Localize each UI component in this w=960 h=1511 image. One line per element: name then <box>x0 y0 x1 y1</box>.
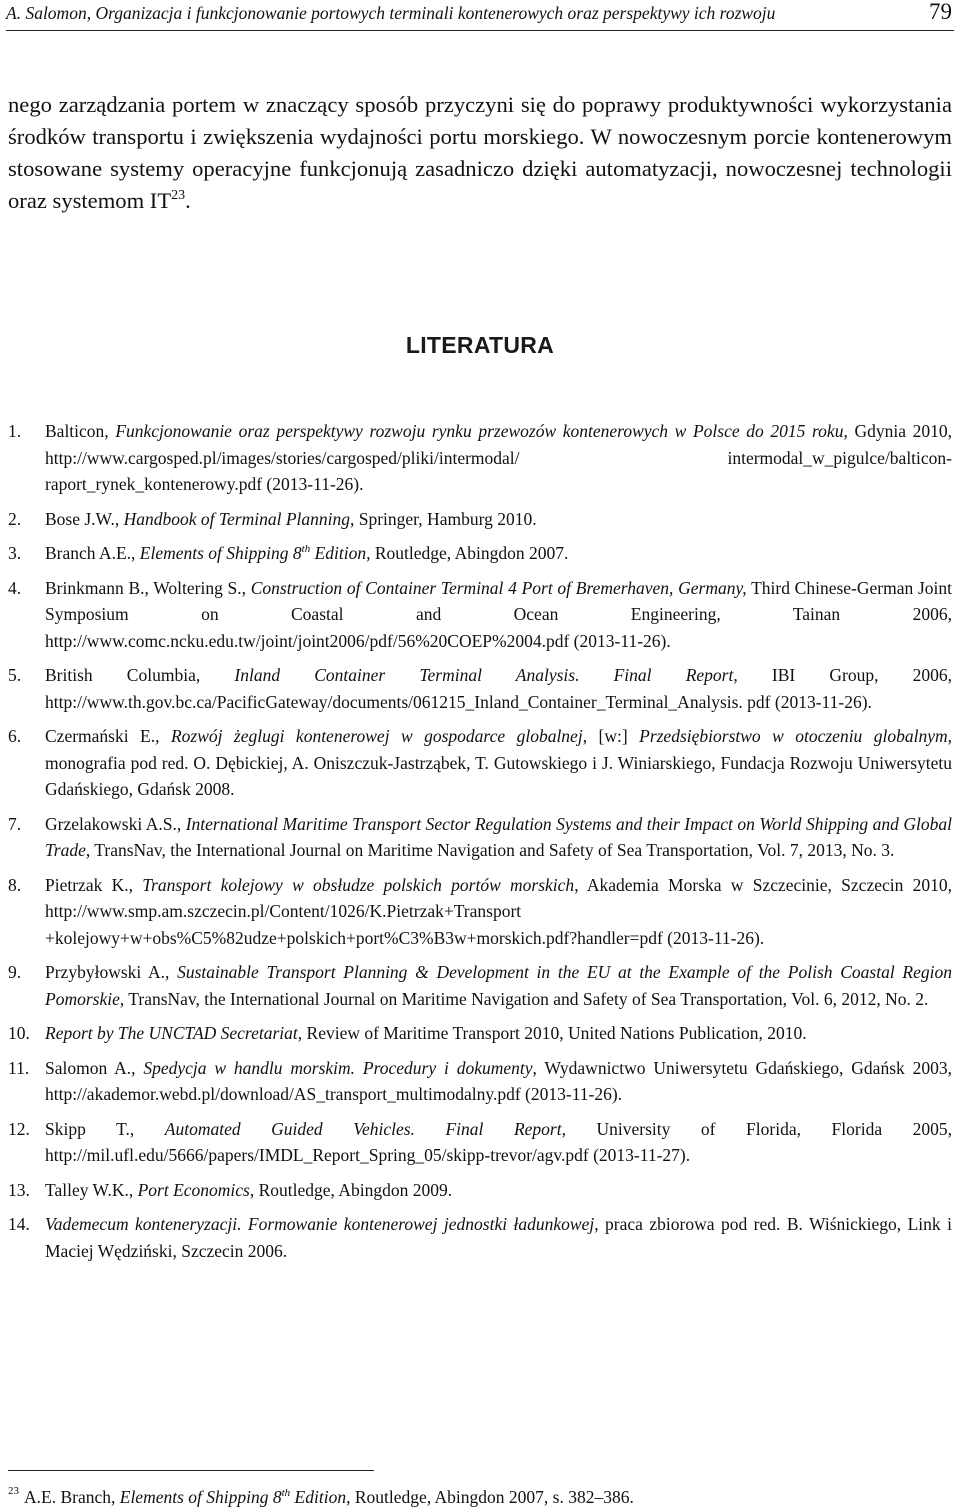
reference-text: Przybyłowski A., <box>45 962 178 982</box>
reference-text: Brinkmann B., Woltering S., <box>45 577 251 598</box>
reference-text: , monografia pod red. O. Dębickiej, A. Oniszczuk-Jastrząbek, T. Gutowskiego i J. Winiarskiego, Fundacja Rozwoju Uniwersytetu Gdańskiego, Gdańsk 2008. <box>45 726 953 799</box>
italic-title: Przedsiębiorstwo w otoczeniu globalnym <box>639 726 948 746</box>
reference-item <box>8 959 952 1012</box>
superscript: th <box>281 1487 291 1499</box>
reference-text: , Springer, Hamburg 2010. <box>349 508 537 529</box>
italic-title: Vademecum konteneryzacji. Formowanie kontenerowej jednostki ładunkowej <box>45 1214 595 1234</box>
footnote-divider <box>8 1470 374 1471</box>
reference-text: Pietrzak K., <box>45 874 143 895</box>
italic-title: Funkcjonowanie oraz perspektywy rozwoju rynku przewozów kontenerowych w Polsce do 2015 roku <box>115 421 844 441</box>
intro-end: . <box>185 188 191 213</box>
reference-item <box>8 723 952 803</box>
footnote-reference: 23 <box>171 188 186 203</box>
reference-number: 11. <box>8 1057 30 1078</box>
reference-text: British Columbia, <box>45 665 235 685</box>
reference-text: IBI Group, 2006, http://www.th.gov.bc.ca/PacificGateway/documents/061215_Inland_Container_Terminal_Analysis. pdf (2013-11-26). <box>45 665 952 712</box>
reference-text: Salomon A., <box>45 1057 144 1078</box>
reference-number: 2. <box>8 508 22 529</box>
reference-item <box>8 872 952 952</box>
italic-title: Report by The UNCTAD Secretariat <box>45 1023 298 1043</box>
reference-item <box>8 662 952 715</box>
reference-text: , TransNav, the International Journal on Maritime Navigation and Safety of Sea Transportation, Vol. 6, 2012, No. 2. <box>119 988 929 1009</box>
reference-number: 8. <box>8 874 22 895</box>
reference-number: 13. <box>8 1179 30 1200</box>
reference-number: 12. <box>8 1118 30 1139</box>
italic-title: Spedycja w handlu morskim. Procedury i dokumenty <box>143 1057 533 1078</box>
section-heading: LITERATURA <box>405 332 555 358</box>
reference-item <box>8 1211 952 1264</box>
running-title: A. Salomon, Organizacja i funkcjonowanie portowych terminali kontenerowych oraz perspektywy ich rozwoju <box>6 3 776 23</box>
reference-number: 1. <box>8 421 22 441</box>
italic-title: Rozwój żeglugi kontenerowej w gospodarce globalnej <box>170 726 583 746</box>
italic-title: Transport kolejowy w obsłudze polskich portów morskich <box>142 874 575 895</box>
intro-paragraph <box>8 89 952 217</box>
superscript: th <box>301 543 311 555</box>
reference-item <box>8 1116 952 1169</box>
reference-item <box>8 811 952 864</box>
italic-title: Sustainable Transport Planning & Development in the EU at the Example of the Polish Coastal Region Pomorskie <box>45 962 952 1009</box>
intro-text: nego zarządzania portem w znaczący sposób przyczyni się do poprawy produktywności wykorzystania środków transportu i zwiększenia wydajności portu morskiego. W nowoczesnym porcie kontenerowym stosowane systemy operacyjne funkcjonują zasadniczo dzięki automatyzacji, nowoczesnej technologii oraz systemom IT <box>8 92 952 213</box>
italic-title: Construction of Container Terminal 4 Port of Bremerhaven, Germany, <box>250 577 747 598</box>
page-number: 79 <box>929 0 952 24</box>
reference-number: 3. <box>8 543 22 563</box>
italic-title: Automated Guided Vehicles. Final Report, <box>164 1118 566 1139</box>
reference-text: , Gdynia 2010, http://www.cargosped.pl/images/stories/cargosped/pliki/intermodal/ intermodal_w_pigulce/balticon-raport_rynek_kontenerowy.pdf (2013-11-26). <box>45 421 952 494</box>
reference-text: , praca zbiorowa pod red. B. Wiśnickiego, Link i Maciej Wędziński, Szczecin 2006. <box>45 1214 952 1261</box>
reference-text: University of Florida, Florida 2005, http://mil.ufl.edu/5666/papers/IMDL_Report_Spring_05/skipp-trevor/agv.pdf (2013-11-27). <box>45 1118 953 1165</box>
italic-title: Edition, <box>310 543 371 563</box>
footnote <box>8 1478 952 1510</box>
italic-title: Handbook of Terminal Planning <box>123 508 350 529</box>
reference-item <box>8 1020 952 1047</box>
italic-title: Port Economics <box>137 1179 250 1200</box>
reference-text: , Wydawnictwo Uniwersytetu Gdańskiego, Gdańsk 2003, http://akademor.webd.pl/download/AS_transport_multimodalny.pdf (2013-11-26). <box>45 1057 952 1104</box>
reference-item <box>8 1055 952 1108</box>
reference-text: Branch A.E., <box>45 543 140 563</box>
reference-number: 5. <box>8 665 22 685</box>
reference-number: 9. <box>8 962 22 982</box>
running-header <box>6 0 954 31</box>
reference-text: , [w:] <box>582 726 640 746</box>
reference-list <box>8 418 952 1272</box>
reference-number: 4. <box>8 577 22 598</box>
reference-text: , Routledge, Abingdon 2007, s. 382–386. <box>346 1487 634 1507</box>
italic-title: Elements of Shipping 8 <box>119 1487 282 1507</box>
reference-text: , Akademia Morska w Szczecinie, Szczecin 2010, http://www.smp.am.szczecin.pl/Content/1026/K.Pietrzak+Transport +kolejowy+w+obs%C5%82udze+polskich+port%C3%B3w+morskich.pdf?handler=pdf (2013-11-26). <box>45 874 953 948</box>
reference-number: 6. <box>8 726 22 746</box>
reference-text: Routledge, Abingdon 2007. <box>370 543 569 563</box>
reference-text: , Routledge, Abingdon 2009. <box>249 1179 453 1200</box>
reference-item <box>8 1177 952 1204</box>
reference-item <box>8 506 952 533</box>
reference-item <box>8 540 952 567</box>
reference-item <box>8 575 952 655</box>
reference-text: Balticon, <box>45 421 116 441</box>
reference-item <box>8 418 952 498</box>
reference-text: Bose J.W., <box>45 508 124 529</box>
italic-title: International Maritime Transport Sector Regulation Systems and their Impact on World Shipping and Global Trade <box>45 813 952 860</box>
reference-text: Skipp T., <box>45 1118 165 1139</box>
reference-text: Czermański E., <box>45 726 171 746</box>
reference-number: 7. <box>8 813 22 834</box>
reference-text: Third Chinese-German Joint Symposium on Coastal and Ocean Engineering, Tainan 2006, http://www.comc.ncku.edu.tw/joint/joint2006/pdf/56%20COEP%2004.pdf (2013-11-26). <box>45 577 952 651</box>
reference-text: Grzelakowski A.S., <box>45 813 186 834</box>
footnote-mark: 23 <box>8 1485 19 1497</box>
italic-title: Inland Container Terminal Analysis. Final Report, <box>234 665 738 685</box>
reference-number: 10. <box>8 1023 30 1043</box>
reference-number: 14. <box>8 1214 30 1234</box>
italic-title: Elements of Shipping 8 <box>139 543 302 563</box>
reference-text: , Review of Maritime Transport 2010, United Nations Publication, 2010. <box>297 1023 807 1043</box>
reference-text: A.E. Branch, <box>24 1487 120 1507</box>
reference-text: , TransNav, the International Journal on Maritime Navigation and Safety of Sea Transportation, Vol. 7, 2013, No. 3. <box>85 840 895 860</box>
reference-text: Talley W.K., <box>45 1179 138 1200</box>
italic-title: Edition <box>290 1487 347 1507</box>
